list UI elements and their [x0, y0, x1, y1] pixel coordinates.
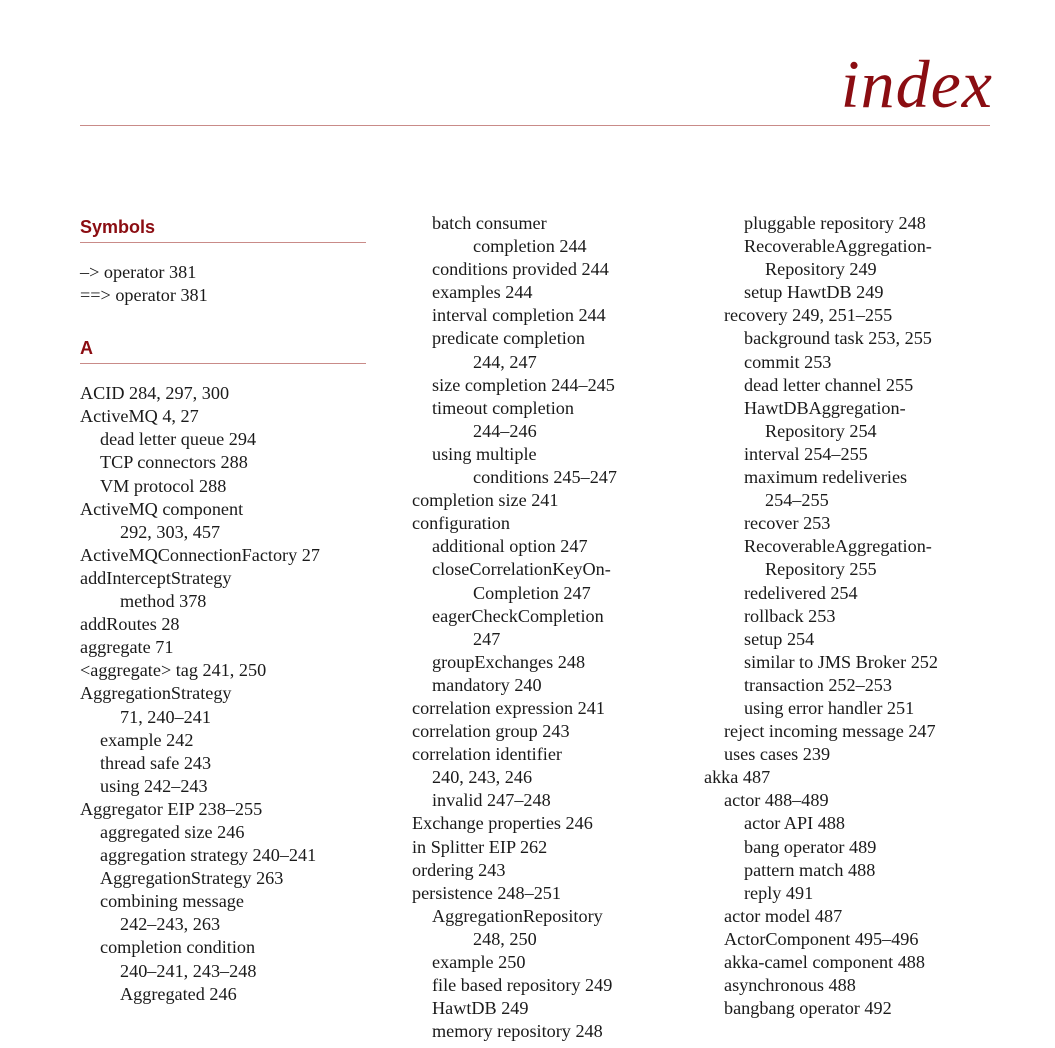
index-entry: 240, 243, 246 [432, 767, 533, 788]
index-entry: groupExchanges 248 [432, 651, 586, 672]
index-entry: 248, 250 [473, 928, 537, 949]
index-entry: AggregationRepository [432, 905, 603, 926]
index-entry: correlation group 243 [412, 721, 570, 742]
index-entry: dead letter queue 294 [100, 429, 257, 450]
index-entry: TCP connectors 288 [100, 452, 248, 473]
index-entry: Repository 254 [765, 420, 877, 441]
section-spacer [80, 243, 366, 261]
index-entry: using multiple [432, 443, 537, 464]
index-entry: ActiveMQ 4, 27 [80, 406, 199, 427]
index-entry: correlation expression 241 [412, 697, 605, 718]
index-entry: akka 487 [704, 767, 771, 788]
index-entry: mandatory 240 [432, 674, 542, 695]
index-entry: similar to JMS Broker 252 [744, 651, 938, 672]
index-entry: closeCorrelationKeyOn- [432, 559, 611, 580]
index-column-1 [80, 212, 366, 1006]
section-heading: A [80, 333, 366, 364]
index-entry: setup HawtDB 249 [744, 282, 884, 303]
index-entry: 71, 240–241 [120, 706, 211, 727]
index-entry: 244–246 [473, 420, 537, 441]
index-entry: predicate completion [432, 328, 586, 349]
index-entry: interval 254–255 [744, 443, 868, 464]
index-entry: timeout completion [432, 397, 574, 418]
index-entry: bangbang operator 492 [724, 998, 892, 1019]
index-entry: pattern match 488 [744, 859, 876, 880]
index-entry: actor API 488 [744, 813, 846, 834]
index-entry: thread safe 243 [100, 752, 212, 773]
index-entry: uses cases 239 [724, 744, 831, 765]
index-entry: conditions provided 244 [432, 259, 609, 280]
index-entry: 292, 303, 457 [120, 521, 221, 542]
index-entry: persistence 248–251 [412, 882, 561, 903]
index-entry: asynchronous 488 [724, 975, 856, 996]
index-column-2 [412, 212, 712, 1043]
index-entry: reply 491 [744, 882, 814, 903]
index-entry: in Splitter EIP 262 [412, 836, 548, 857]
index-entry: Aggregator EIP 238–255 [80, 798, 263, 819]
index-entry: 247 [473, 628, 501, 649]
index-entry: configuration [412, 513, 510, 534]
index-entry: setup 254 [744, 628, 815, 649]
index-entry: AggregationStrategy 263 [100, 868, 284, 889]
index-entry: Repository 249 [765, 259, 877, 280]
index-entry: ActiveMQConnectionFactory 27 [80, 544, 320, 565]
index-entry: invalid 247–248 [432, 790, 551, 811]
index-entry: 240–241, 243–248 [120, 960, 257, 981]
index-entry: ActorComponent 495–496 [724, 928, 919, 949]
index-entry: HawtDBAggregation- [744, 397, 906, 418]
index-entry: ActiveMQ component [80, 498, 244, 519]
index-entry: completion size 241 [412, 490, 559, 511]
section-heading: Symbols [80, 212, 366, 243]
index-entry: example 250 [432, 952, 526, 972]
index-entry: recovery 249, 251–255 [724, 305, 893, 326]
page-title: index [840, 46, 993, 122]
index-entry: completion condition [100, 937, 256, 958]
index-column-3 [704, 212, 1004, 1020]
index-entry: size completion 244–245 [432, 374, 615, 395]
index-entry: maximum redeliveries [744, 467, 908, 488]
index-entry: combining message [100, 891, 244, 912]
index-entry: 242–243, 263 [120, 914, 221, 935]
index-entry: VM protocol 288 [100, 475, 227, 496]
index-entry: transaction 252–253 [744, 674, 892, 695]
index-entry: addInterceptStrategy [80, 567, 232, 588]
index-entry: aggregated size 246 [100, 821, 245, 842]
index-entry: additional option 247 [432, 536, 588, 557]
index-entry: using error handler 251 [744, 697, 915, 718]
index-entry: ordering 243 [412, 859, 506, 880]
index-entry: memory repository 248 [432, 1021, 603, 1042]
index-entry: background task 253, 255 [744, 328, 932, 349]
index-entry: reject incoming message 247 [724, 721, 936, 742]
index-entry: rollback 253 [744, 605, 836, 626]
index-entry: HawtDB 249 [432, 998, 529, 1019]
index-entry: dead letter channel 255 [744, 374, 914, 395]
index-entry: RecoverableAggregation- [744, 536, 932, 557]
index-entry: akka-camel component 488 [724, 952, 925, 972]
index-entry: batch consumer [432, 213, 547, 233]
index-entry: aggregation strategy 240–241 [100, 845, 317, 866]
index-entry: 254–255 [765, 490, 829, 511]
index-entry: file based repository 249 [432, 975, 613, 996]
index-entry: Repository 255 [765, 559, 877, 580]
index-entry: Exchange properties 246 [412, 813, 593, 834]
index-entry: bang operator 489 [744, 836, 877, 857]
index-entry: Completion 247 [473, 582, 591, 603]
index-entry: ==> operator 381 [80, 285, 208, 306]
index-entry: actor model 487 [724, 905, 843, 926]
title-rule [80, 125, 990, 126]
index-entry: redelivered 254 [744, 582, 858, 603]
index-entry: example 242 [100, 729, 194, 750]
index-entry: pluggable repository 248 [744, 213, 926, 233]
index-entry: using 242–243 [100, 775, 208, 796]
index-entry: examples 244 [432, 282, 533, 303]
section-spacer [80, 307, 366, 333]
index-entry: addRoutes 28 [80, 614, 180, 635]
index-entry: ACID 284, 297, 300 [80, 383, 230, 404]
index-entry: RecoverableAggregation- [744, 236, 932, 257]
index-entry: interval completion 244 [432, 305, 606, 326]
index-entry: <aggregate> tag 241, 250 [80, 660, 267, 681]
index-entry: –> operator 381 [80, 262, 197, 282]
index-entry: actor 488–489 [724, 790, 829, 811]
index-entry: aggregate 71 [80, 637, 174, 658]
index-entry: eagerCheckCompletion [432, 605, 604, 626]
index-entry: commit 253 [744, 351, 832, 372]
index-entry: 244, 247 [473, 351, 537, 372]
index-entry: completion 244 [473, 236, 587, 257]
index-entry: Aggregated 246 [120, 983, 237, 1004]
index-entry: method 378 [120, 591, 207, 612]
index-entry: conditions 245–247 [473, 467, 617, 488]
index-entry: correlation identifier [412, 744, 562, 765]
index-entry: recover 253 [744, 513, 831, 534]
section-spacer [80, 364, 366, 382]
index-entry: AggregationStrategy [80, 683, 232, 704]
